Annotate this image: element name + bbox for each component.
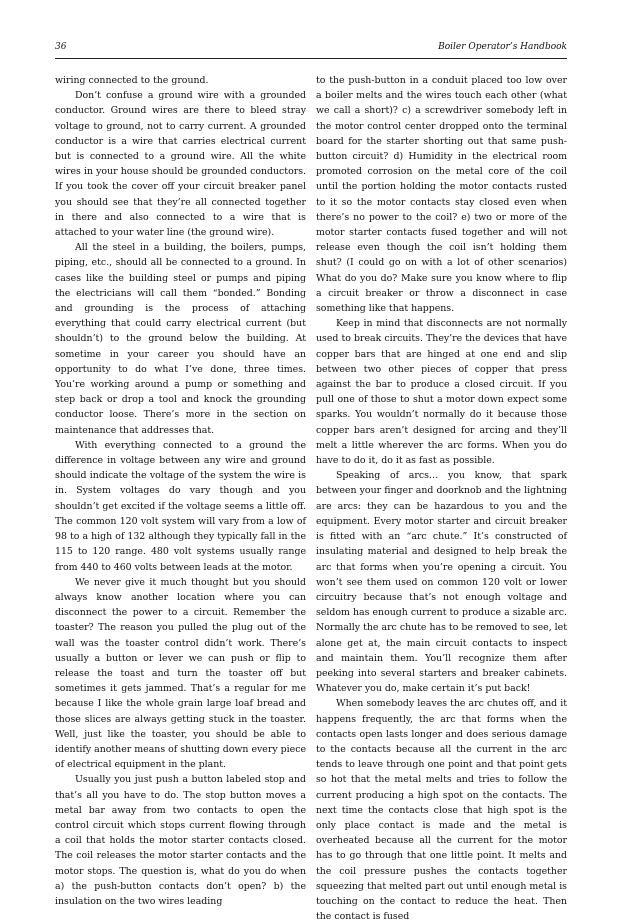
paragraph: Usually you just push a button labeled stop and that’s all you have to do. The stop button moves a metal bar away from two contacts to open the control circuit which stops current flowing through a coil that holds the motor starter contacts closed. The coil releases the motor starter contacts and the motor stops. The question is, what do you do when a) the push-button contacts don’t open? b) the insulation on the two wires leading — [55, 774, 306, 907]
paragraph: Don’t confuse a ground wire with a grounded conductor. Ground wires are there to bleed stray voltage to ground, not to carry current. A grounded conductor is a wire that carries electrical current but is connected to a ground wire. All the white wires in your house should be grounded conductors. If you took the cover off your circuit breaker panel you should see that they’re all connected together in there and also connected to a wire that is attached to your water line (the ground wire). — [55, 90, 306, 239]
paragraph: wiring connected to the ground. — [55, 75, 209, 86]
right-column — [316, 73, 567, 924]
running-title: Boiler Operator’s Handbook — [438, 42, 567, 52]
paragraph: to the push-button in a conduit placed too low over a boiler melts and the wires touch each other (what we call a short)? c) a screwdriver somebody left in the motor control center dropped onto the terminal board for the starter shorting out that same push-button circuit? d) Humidity in the electrical room promoted corrosion on the metal core of the coil until the portion holding the motor contacts rusted to it so the motor contacts stay closed even when there’s no power to the coil? e) two or more of the motor starter contacts fused together and will not release even though the coil isn’t holding them shut? (I could go on with a lot of other scenarios) What do you do? Make sure you know where to flip a circuit breaker or throw a disconnect in case something like that happens. — [316, 75, 567, 315]
header-rule — [55, 58, 567, 59]
paragraph: Speaking of arcs… you know, that spark between your finger and doorknob and the lightning are arcs: they can be hazardous to you and the equipment. Every motor starter and circuit breaker is fitted with an “arc chute.” It’s constructed of insulating material and designed to help break the arc that forms when you’re opening a circuit. You won’t see them used on common 120 volt or lower circuitry because that’s not enough voltage and seldom has enough current to produce a sizable arc. Normally the arc chute has to be removed to see, let alone get at, the main circuit contacts to inspect and maintain them. You’ll recognize them after peeking into several starters and breaker cabinets. Whatever you do, make certain it’s put back! — [316, 470, 567, 695]
paragraph: We never give it much thought but you should always know another location where you can disconnect the power to a circuit. Remember the toaster? The reason you pulled the plug out of the wall was the toaster control didn’t work. There’s usually a button or lever we can push or flip to release the toast and turn the toaster off but sometimes it gets jammed. That’s a regular for me because I like the whole grain large loaf bread and those slices are always getting stuck in the toaster. Well, just like the toaster, you should be able to identify another means of shutting down every piece of electrical equipment in the plant. — [55, 576, 306, 771]
paragraph: All the steel in a building, the boilers, pumps, piping, etc., should all be connected to a ground. In cases like the building steel or pumps and piping the electricians will call them “bonded.” Bonding and grounding is the process of attaching everything that could carry electrical current (but shouldn’t) to the ground below the building. At sometime in your career you should have an opportunity to do what I’ve done, three times. You’re working around a pump or something and step back or drop a tool and knock the grounding conductor loose. There’s more in the section on maintenance that addresses that. — [55, 242, 306, 436]
left-column — [55, 73, 306, 909]
running-header — [55, 42, 567, 58]
paragraph: When somebody leaves the arc chutes off, and it happens frequently, the arc that forms when the contacts open lasts longer and does serious damage to the contacts because all the current in the arc tends to leave through one point and that point gets so hot that the metal melts and tries to follow the current producing a high spot on the contacts. The next time the contacts close that high spot is the only place contact is made and the metal is overheated because all the current for the motor has to go through that one little point. It melts and the coil pressure pushes the contacts together squeezing that melted part out until enough metal is touching on the contact to reduce the heat. Then the contact is fused — [316, 698, 567, 923]
page-number: 36 — [55, 42, 67, 52]
paragraph: With everything connected to a ground the difference in voltage between any wire and ground should indicate the voltage of the system the wire is in. System voltages do vary though and you shouldn’t get excited if the voltage seems a little off. The common 120 volt system will vary from a low of 98 to a high of 132 although they typically fall in the 115 to 120 range. 480 volt systems usually range from 440 to 460 volts between leads at the motor. — [55, 439, 306, 573]
paragraph: Keep in mind that disconnects are not normally used to break circuits. They’re the devices that have copper bars that are hinged at one end and slip between two other pieces of copper that press against the bar to produce a closed circuit. If you pull one of those to shut a motor down expect some sparks. You wouldn’t normally do it because those copper bars aren’t designed for arcing and they’ll melt a little wherever the arc forms. When you do have to do it, do it as fast as possible. — [316, 318, 567, 467]
